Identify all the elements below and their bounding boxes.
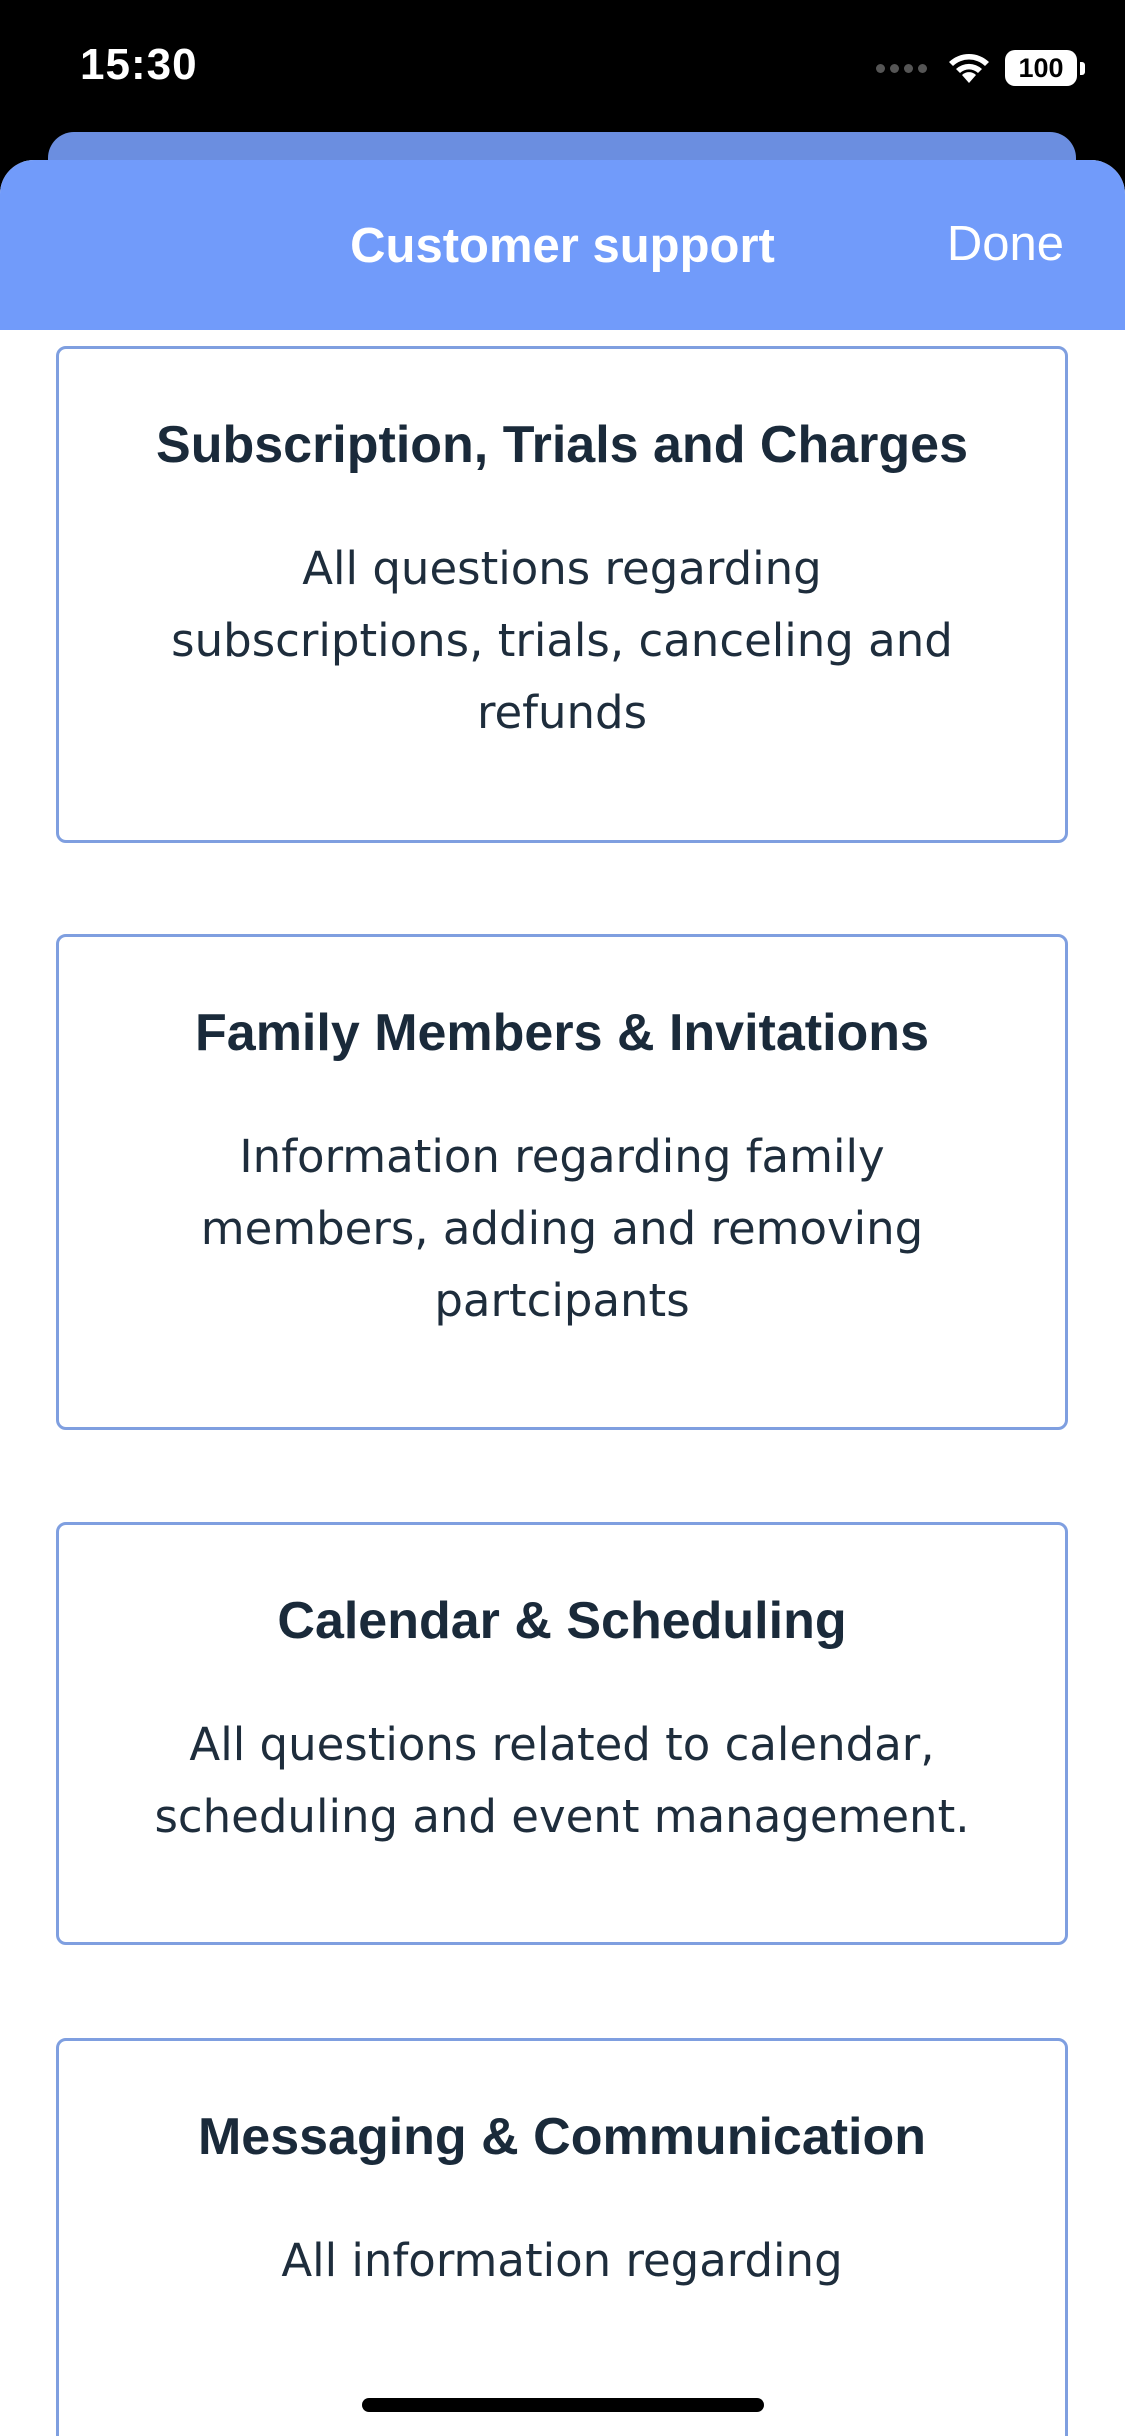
topic-title: Subscription, Trials and Charges [156, 416, 968, 474]
topic-description: All questions related to calendar, scheduling and event management. [154, 1718, 970, 1843]
topic-description: All questions regarding subscriptions, trials, canceling and refunds [171, 542, 953, 739]
status-bar [0, 0, 1125, 132]
status-indicators [876, 44, 1085, 92]
done-button[interactable]: Done [946, 217, 1064, 271]
customer-support-sheet [0, 160, 1125, 2436]
topic-title: Family Members & Invitations [195, 1004, 929, 1062]
cellular-signal-icon [876, 64, 927, 73]
battery-icon [1005, 50, 1085, 86]
topic-card-messaging[interactable] [56, 2038, 1068, 2436]
topic-list[interactable] [0, 330, 1125, 2436]
home-indicator[interactable] [362, 2398, 764, 2412]
topic-title: Messaging & Communication [197, 2108, 927, 2166]
topic-card-subscription[interactable] [56, 346, 1068, 843]
wifi-icon [947, 51, 991, 85]
topic-title: Calendar & Scheduling [277, 1592, 847, 1650]
topic-description: All information regarding [281, 2234, 843, 2287]
status-time: 15:30 [80, 40, 198, 89]
battery-level: 100 [1005, 50, 1077, 86]
page-title: Customer support [350, 219, 775, 273]
topic-card-calendar[interactable] [56, 1522, 1068, 1945]
topic-description: Information regarding family members, adding and removing partcipants [200, 1130, 924, 1327]
topic-card-family-members[interactable] [56, 934, 1068, 1430]
nav-bar [0, 160, 1125, 330]
